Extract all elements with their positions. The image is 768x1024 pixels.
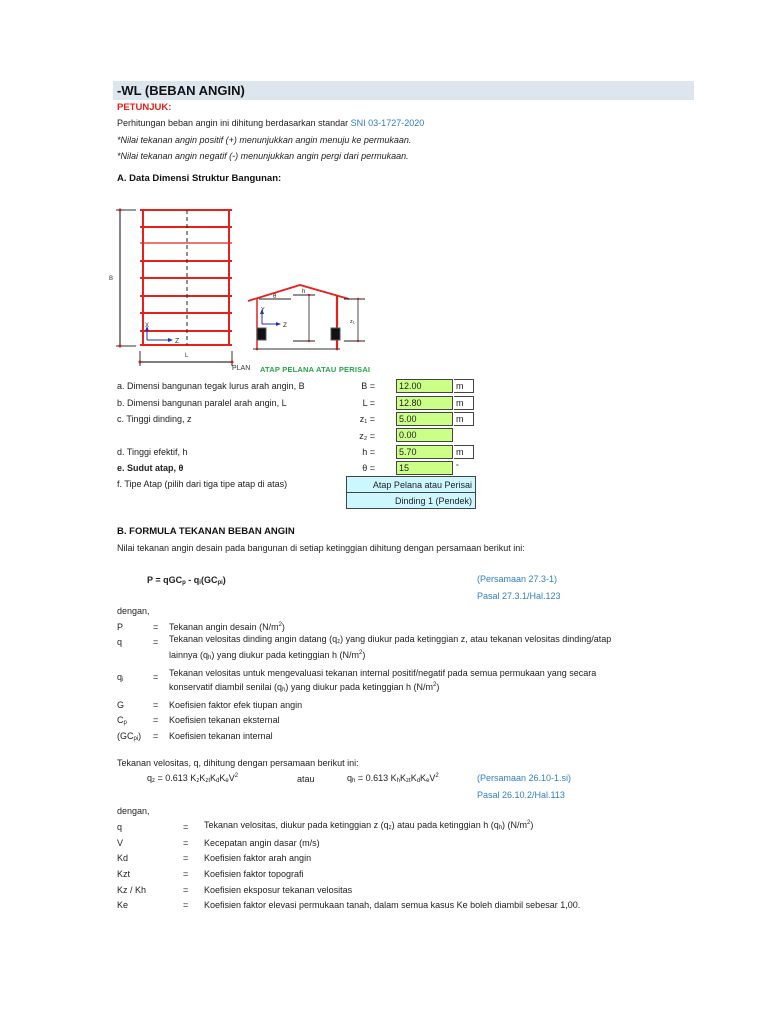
def2-sym-kzt: Kzt xyxy=(117,869,131,879)
intro-line-1 xyxy=(117,118,424,128)
def2-eq: = xyxy=(183,853,189,863)
roof-type-select[interactable]: Atap Pelana atau Perisai xyxy=(346,476,476,493)
formula-q-clause: Pasal 26.10.2/Hal.113 xyxy=(477,790,565,800)
unit-b: m xyxy=(454,379,474,393)
def-sym-p: P xyxy=(117,622,124,632)
def-sym-qi: $q_i$ xyxy=(117,672,124,683)
symbol-l: L = xyxy=(362,398,375,408)
svg-text:X: X xyxy=(145,323,150,329)
instructions-label: PETUNJUK: xyxy=(117,102,172,113)
formula-q-ref: (Persamaan 26.10-1.si) xyxy=(477,773,572,783)
svg-text:B: B xyxy=(109,276,114,282)
input-b[interactable]: 12.00 xyxy=(396,379,453,393)
plan-label: PLAN xyxy=(232,365,251,372)
intro-line-2: *Nilai tekanan angin positif (+) menunjukkan angin menuju ke permukaan. xyxy=(117,135,412,145)
input-z2[interactable]: 0.00 xyxy=(396,428,453,442)
def2-eq: = xyxy=(183,838,189,848)
input-label-h: d. Tinggi efektif, h xyxy=(117,447,188,457)
def-sym-g: G xyxy=(117,700,125,710)
def-sym-gcpi: $(GC_{pi})$ xyxy=(117,731,142,742)
input-h[interactable]: 5.70 xyxy=(396,445,453,459)
def-sym-q: q xyxy=(117,637,123,647)
dimension-l-icon xyxy=(139,351,234,366)
def-eq: = xyxy=(153,715,159,725)
def-desc-p: Tekanan angin desain $(N/m^2)$ xyxy=(169,622,285,632)
def-desc-q-2: lainnya $(q_h)$ yang diukur pada ketinggian h $(N/m^2)$ xyxy=(169,650,366,661)
def2-desc-ke: Koefisien faktor elevasi permukaan tanah, dalam semua kasus Ke boleh diambil sebesar 1,00. xyxy=(204,900,581,910)
def2-sym-q: q xyxy=(117,822,123,832)
def-eq: = xyxy=(153,731,159,741)
formula-qz: $q_z = 0.613$ $K_zK_{zt}K_dK_eV^2$ xyxy=(147,773,239,784)
svg-text:Y: Y xyxy=(261,307,265,313)
input-theta[interactable]: 15 xyxy=(396,461,453,475)
input-label-theta: e. Sudut atap, θ xyxy=(117,463,184,473)
input-z1[interactable]: 5.00 xyxy=(396,412,453,426)
def2-sym-kd: Kd xyxy=(117,853,129,863)
formula-p: $P = qGC_p - q_i(GC_{pi})$ xyxy=(147,575,226,586)
roof-type-caption: ATAP PELANA ATAU PERISAI xyxy=(260,365,371,374)
formula-qh: $q_h = 0.613$ $K_hK_{zt}K_dK_eV^2$ xyxy=(347,773,439,784)
def-desc-g: Koefisien faktor efek tiupan angin xyxy=(169,700,303,710)
svg-text:Z: Z xyxy=(283,322,287,329)
plan-frame-icon xyxy=(140,210,232,345)
def-desc-gcpi: Koefisien tekanan internal xyxy=(169,731,273,741)
def-desc-q: Tekanan velositas dinding angin datang $(q_z)$ yang diukur pada ketinggian z, atau tekanan velositas dinding/atap xyxy=(169,634,612,645)
roof-type-label: f. Tipe Atap (pilih dari tiga tipe atap di atas) xyxy=(117,479,288,489)
svg-text:h: h xyxy=(302,289,306,295)
def2-desc-v: Kecepatan angin dasar (m/s) xyxy=(204,838,320,848)
unit-h: m xyxy=(454,445,474,459)
def-eq: = xyxy=(153,672,159,682)
def2-sym-ke: Ke xyxy=(117,900,129,910)
def2-eq: = xyxy=(183,869,189,879)
wall-type-select[interactable]: Dinding 1 (Pendek) xyxy=(346,492,476,509)
formula-p-clause: Pasal 27.3.1/Hal.123 xyxy=(477,591,561,601)
svg-text:L: L xyxy=(185,353,189,359)
def2-sym-kz-kh: Kz / Kh xyxy=(117,885,147,895)
gable-roof-house-icon xyxy=(248,285,365,350)
def-eq: = xyxy=(153,622,159,632)
def2-desc-kz-kh: Koefisien eksposur tekanan velositas xyxy=(204,885,353,895)
def-desc-qi: Tekanan velositas untuk mengevaluasi tekanan internal positif/negatif pada semua permukaan yang secara xyxy=(169,668,597,678)
symbol-theta: θ = xyxy=(362,463,375,473)
dengan-label-1: dengan, xyxy=(117,606,150,616)
def2-sym-v: V xyxy=(117,838,124,848)
unit-theta: ° xyxy=(456,464,459,471)
building-diagram xyxy=(100,195,390,380)
intro-text: Perhitungan beban angin ini dihitung berdasarkan standar xyxy=(117,118,351,128)
velocity-intro: Tekanan velositas, q, dihitung dengan persamaan berikut ini: xyxy=(117,758,359,768)
dengan-label-2: dengan, xyxy=(117,806,150,816)
section-b-intro: Nilai tekanan angin desain pada bangunan di setiap ketinggian dihitung dengan persamaan berikut ini: xyxy=(117,543,525,553)
section-b-title: B. FORMULA TEKANAN BEBAN ANGIN xyxy=(117,526,295,537)
def2-eq: = xyxy=(183,822,189,832)
def-eq: = xyxy=(153,700,159,710)
def-desc-cp: Koefisien tekanan eksternal xyxy=(169,715,280,725)
svg-text:Z: Z xyxy=(175,338,180,345)
input-label-l: b. Dimensi bangunan paralel arah angin, L xyxy=(117,398,287,408)
symbol-h: h = xyxy=(362,447,375,457)
intro-line-3: *Nilai tekanan angin negatif (-) menunjukkan angin pergi dari permukaan. xyxy=(117,151,409,161)
def2-eq: = xyxy=(183,885,189,895)
def2-desc-q: Tekanan velositas, diukur pada ketinggian z $(q_z)$ atau pada ketinggian h $(q_h)$ $(N/m^2)$ xyxy=(204,820,534,831)
unit-z1: m xyxy=(454,412,474,426)
formula-atau: atau xyxy=(297,774,315,784)
symbol-b: B = xyxy=(361,381,375,391)
def-eq: = xyxy=(153,637,159,647)
section-a-title: A. Data Dimensi Struktur Bangunan: xyxy=(117,173,282,184)
def2-desc-kzt: Koefisien faktor topografi xyxy=(204,869,304,879)
svg-text:θ: θ xyxy=(273,294,277,300)
input-label-z1: c. Tinggi dinding, z xyxy=(117,414,192,424)
symbol-z1: z₁ = xyxy=(359,414,375,424)
def-desc-qi-2: konservatif diambil senilai $(q_h)$ yang diukur pada ketinggian h $(N/m^2)$ xyxy=(169,682,440,693)
input-label-b: a. Dimensi bangunan tegak lurus arah angin, B xyxy=(117,381,305,391)
def2-eq: = xyxy=(183,900,189,910)
formula-p-ref: (Persamaan 27.3-1) xyxy=(477,574,558,584)
svg-text:z₁: z₁ xyxy=(350,319,355,325)
page-title: -WL (BEBAN ANGIN) xyxy=(117,83,245,98)
def-sym-cp: $C_p$ xyxy=(117,715,127,726)
axis-xz-icon xyxy=(145,323,180,345)
dimension-b-icon xyxy=(116,209,136,348)
standard-link[interactable]: SNI 03-1727-2020 xyxy=(350,118,425,128)
input-l[interactable]: 12.80 xyxy=(396,396,453,410)
def2-desc-kd: Koefisien faktor arah angin xyxy=(204,853,312,863)
symbol-z2: z₂ = xyxy=(359,431,375,441)
unit-l: m xyxy=(454,396,474,410)
